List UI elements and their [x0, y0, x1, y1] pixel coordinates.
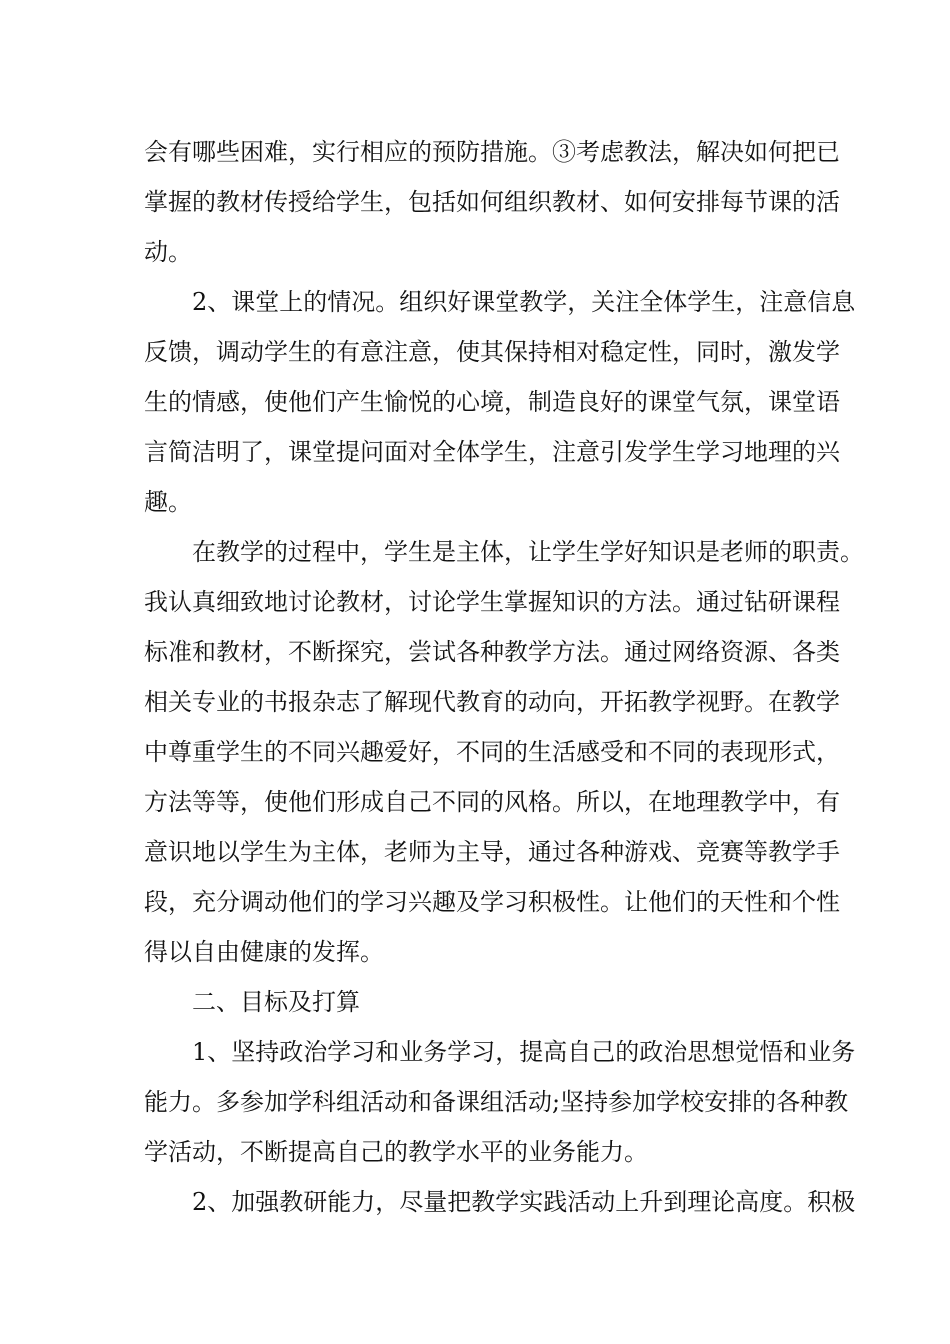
text-line: 会有哪些困难，实行相应的预防措施。③考虑教法，解决如何把已 — [144, 138, 840, 166]
text-line: 中尊重学生的不同兴趣爱好，不同的生活感受和不同的表现形式， — [144, 738, 840, 766]
paragraph-start-line: 在教学的过程中，学生是主体，让学生学好知识是老师的职责。 — [192, 538, 864, 566]
text-line: 得以自由健康的发挥。 — [144, 938, 384, 966]
text-line: 言简洁明了，课堂提问面对全体学生，注意引发学生学习地理的兴 — [144, 438, 840, 466]
text-line: 方法等等，使他们形成自己不同的风格。所以，在地理教学中，有 — [144, 788, 840, 816]
paragraph-start-line: 2、课堂上的情况。组织好课堂教学，关注全体学生，注意信息 — [192, 288, 856, 316]
text-line: 掌握的教材传授给学生，包括如何组织教材、如何安排每节课的活 — [144, 188, 840, 216]
text-line: 段，充分调动他们的学习兴趣及学习积极性。让他们的天性和个性 — [144, 888, 840, 916]
text-line: 动。 — [144, 238, 192, 266]
paragraph-start-line: 1、坚持政治学习和业务学习，提高自己的政治思想觉悟和业务 — [192, 1038, 856, 1066]
section-heading: 二、目标及打算 — [192, 988, 360, 1016]
text-line: 意识地以学生为主体，老师为主导，通过各种游戏、竞赛等教学手 — [144, 838, 840, 866]
text-line: 我认真细致地讨论教材，讨论学生掌握知识的方法。通过钻研课程 — [144, 588, 840, 616]
text-line: 相关专业的书报杂志了解现代教育的动向，开拓教学视野。在教学 — [144, 688, 840, 716]
text-line: 能力。多参加学科组活动和备课组活动;坚持参加学校安排的各种教 — [144, 1088, 849, 1116]
paragraph-start-line: 2、加强教研能力，尽量把教学实践活动上升到理论高度。积极 — [192, 1188, 856, 1216]
text-line: 标准和教材，不断探究，尝试各种教学方法。通过网络资源、各类 — [144, 638, 840, 666]
text-line: 学活动，不断提高自己的教学水平的业务能力。 — [144, 1138, 648, 1166]
text-line: 趣。 — [144, 488, 192, 516]
text-line: 反馈，调动学生的有意注意，使其保持相对稳定性，同时，激发学 — [144, 338, 840, 366]
text-line: 生的情感，使他们产生愉悦的心境，制造良好的课堂气氛，课堂语 — [144, 388, 840, 416]
